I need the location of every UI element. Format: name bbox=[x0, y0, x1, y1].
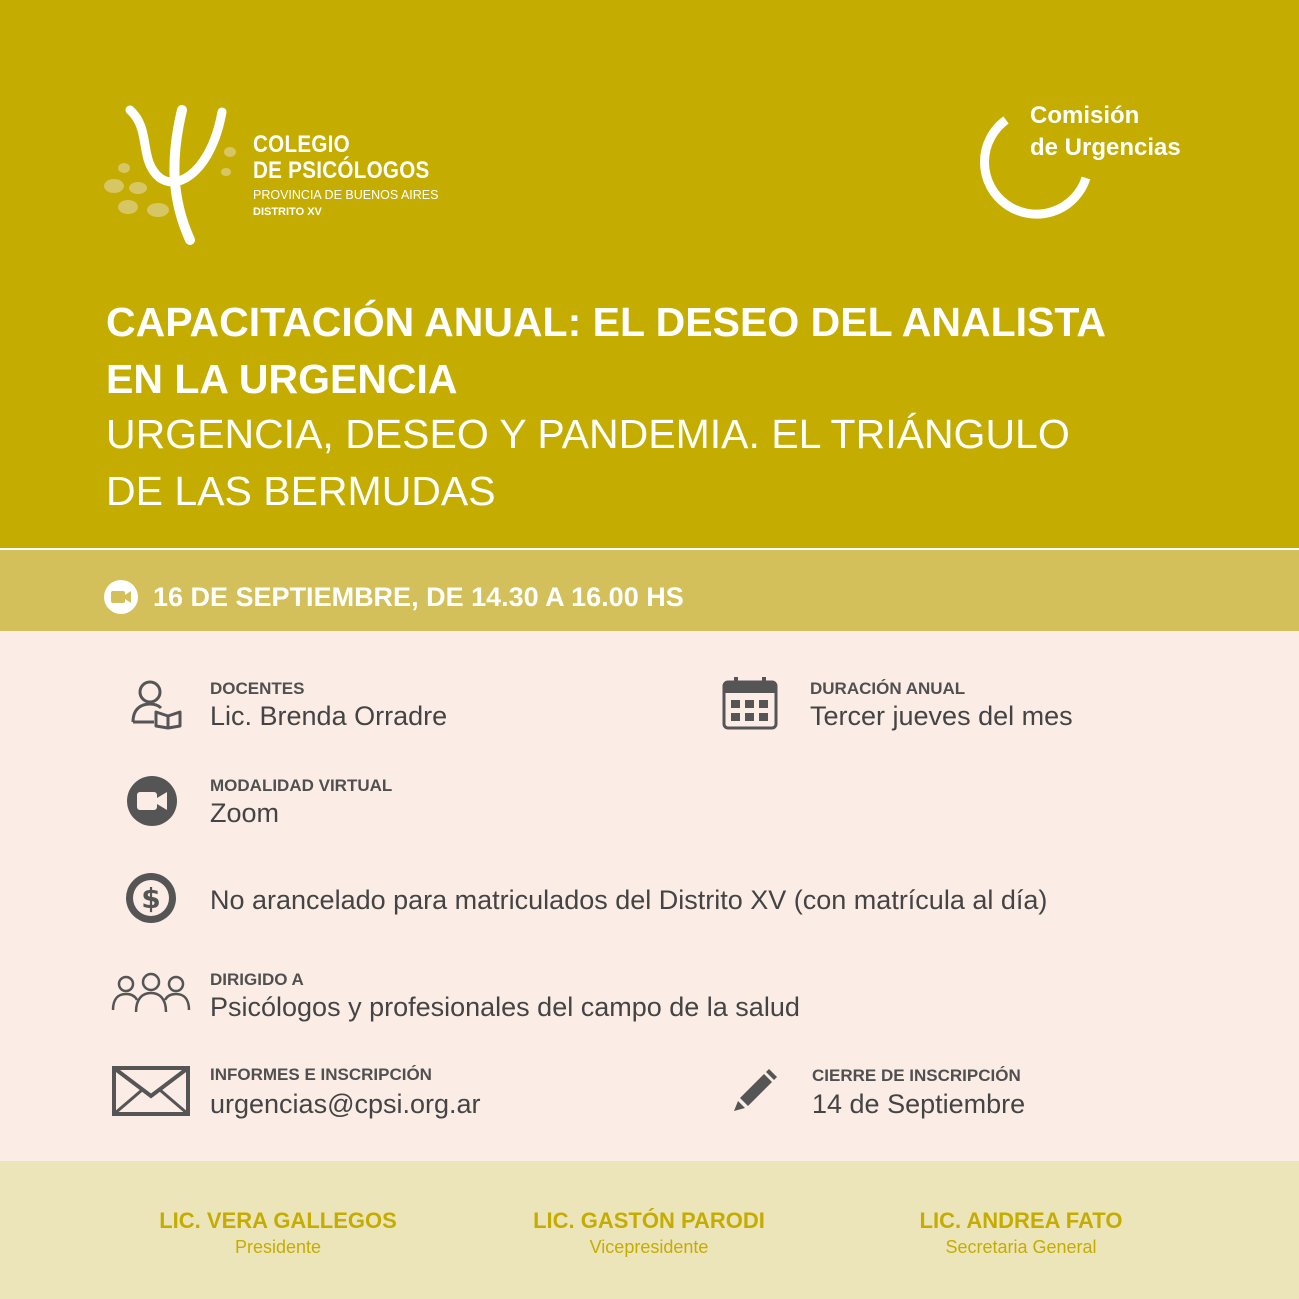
page-title bbox=[106, 294, 1226, 408]
envelope-icon bbox=[112, 1066, 190, 1116]
title-line-1: CAPACITACIÓN ANUAL: EL DESEO DEL ANALISTA bbox=[106, 299, 1106, 345]
teacher-book-icon bbox=[128, 678, 184, 730]
comision-logo-line-1: Comisión bbox=[1030, 102, 1140, 129]
colegio-logo-text bbox=[253, 132, 458, 219]
footer-person-role: Secretaria General bbox=[945, 1237, 1097, 1257]
footer-person-name: LIC. ANDREA FATO bbox=[919, 1208, 1123, 1233]
page-subtitle bbox=[106, 406, 1226, 520]
logo-line-1: COLEGIO bbox=[253, 131, 350, 158]
footer-person-role: Presidente bbox=[234, 1237, 322, 1257]
cierre-label: CIERRE DE INSCRIPCIÓN bbox=[812, 1066, 1021, 1085]
calendar-icon bbox=[722, 676, 778, 730]
video-camera-icon bbox=[104, 580, 138, 614]
modalidad-value: Zoom bbox=[210, 798, 280, 828]
title-line-2: EN LA URGENCIA bbox=[106, 356, 458, 402]
duracion-value: Tercer jueves del mes bbox=[810, 701, 1073, 731]
logo-line-2: DE PSICÓLOGOS bbox=[253, 157, 430, 184]
psi-symbol-icon bbox=[100, 100, 250, 250]
modalidad-label: MODALIDAD VIRTUAL bbox=[210, 776, 393, 795]
event-date: 16 DE SEPTIEMBRE, DE 14.30 A 16.00 HS bbox=[153, 582, 684, 612]
informes-label: INFORMES E INSCRIPCIÓN bbox=[210, 1065, 432, 1084]
svg-text:$: $ bbox=[141, 882, 161, 915]
logo-line-3: PROVINCIA DE BUENOS AIRES bbox=[253, 188, 439, 202]
duracion-label: DURACIÓN ANUAL bbox=[810, 679, 966, 698]
dollar-coin-icon bbox=[124, 871, 178, 925]
footer-person-role: Vicepresidente bbox=[589, 1237, 709, 1257]
logo-line-4: DISTRITO XV bbox=[253, 206, 322, 218]
pencil-icon bbox=[732, 1066, 778, 1112]
subtitle-line-1: URGENCIA, DESEO Y PANDEMIA. EL TRIÁNGULO bbox=[106, 411, 1070, 457]
docentes-value: Lic. Brenda Orradre bbox=[210, 701, 448, 731]
comision-logo-line-2: de Urgencias bbox=[1030, 134, 1181, 161]
group-people-icon bbox=[110, 972, 192, 1014]
cierre-value: 14 de Septiembre bbox=[812, 1089, 1026, 1119]
dirigido-label: DIRIGIDO A bbox=[210, 970, 304, 989]
footer-person-name: LIC. GASTÓN PARODI bbox=[533, 1208, 765, 1233]
docentes-label: DOCENTES bbox=[210, 679, 305, 698]
informes-value: urgencias@cpsi.org.ar bbox=[210, 1089, 481, 1119]
video-camera-icon bbox=[126, 775, 178, 827]
subtitle-line-2: DE LAS BERMUDAS bbox=[106, 468, 496, 514]
arancel-value: No arancelado para matriculados del Distrito XV (con matrícula al día) bbox=[210, 885, 1048, 915]
footer-person-name: LIC. VERA GALLEGOS bbox=[159, 1208, 397, 1233]
dirigido-value: Psicólogos y profesionales del campo de la salud bbox=[210, 992, 800, 1022]
